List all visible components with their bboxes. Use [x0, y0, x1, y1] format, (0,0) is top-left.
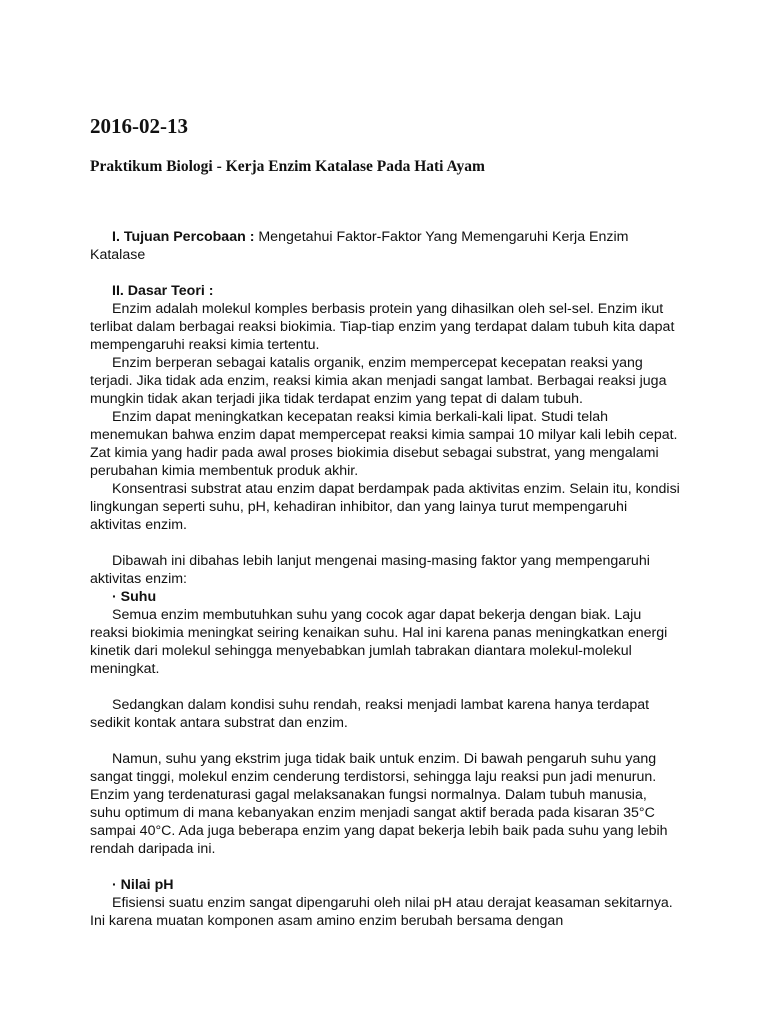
document-body — [90, 228, 680, 930]
document-date: 2016-02-13 — [90, 114, 188, 138]
spacer — [90, 264, 680, 282]
dasar-teori-paragraph: Enzim adalah molekul komples berbasis protein yang dihasilkan oleh sel-sel. Enzim ikut terlibat dalam berbagai reaksi biokimia. Tiap-tiap enzim yang terdapat dalam tubuh kita dapat mempengaruhi reaksi kimia tertentu. — [90, 301, 675, 353]
suhu-heading: · Suhu — [112, 589, 157, 605]
ph-heading: · Nilai pH — [112, 877, 174, 893]
factors-intro: Dibawah ini dibahas lebih lanjut mengenai masing-masing faktor yang mempengaruhi aktivitas enzim: — [90, 553, 650, 587]
dasar-teori-paragraph: Konsentrasi substrat atau enzim dapat berdampak pada aktivitas enzim. Selain itu, kondisi lingkungan seperti suhu, pH, kehadiran inhibitor, dan yang lainya turut mempengaruhi aktivitas enzim. — [90, 481, 680, 533]
section-tujuan-text: Mengetahui Faktor-Faktor Yang Memengaruhi Kerja Enzim Katalase — [90, 229, 629, 263]
document-title: Praktikum Biologi - Kerja Enzim Katalase Pada Hati Ayam — [90, 158, 485, 175]
spacer — [90, 534, 680, 552]
dasar-teori-paragraph: Enzim dapat meningkatkan kecepatan reaksi kimia berkali-kali lipat. Studi telah menemukan bahwa enzim dapat mempercepat reaksi kimia sampai 10 milyar kali lebih cepat. Zat kimia yang hadir pada awal proses biokimia disebut sebagai substrat, yang mengalami perubahan kimia membentuk produk akhir. — [90, 409, 678, 479]
spacer — [90, 678, 680, 696]
spacer — [90, 858, 680, 876]
spacer — [90, 732, 680, 750]
section-dasar-teori-heading: II. Dasar Teori : — [112, 283, 214, 299]
section-tujuan-label: I. Tujuan Percobaan : — [112, 229, 255, 245]
dasar-teori-paragraph: Enzim berperan sebagai katalis organik, enzim mempercepat kecepatan reaksi yang terjadi. Jika tidak ada enzim, reaksi kimia akan menjadi sangat lambat. Berbagai reaksi juga mungkin tidak akan terjadi jika tidak terdapat enzim yang tepat di dalam tubuh. — [90, 355, 667, 407]
section-tujuan — [90, 228, 680, 264]
suhu-paragraph: Sedangkan dalam kondisi suhu rendah, reaksi menjadi lambat karena hanya terdapat sedikit kontak antara substrat dan enzim. — [90, 697, 650, 731]
suhu-paragraph: Semua enzim membutuhkan suhu yang cocok agar dapat bekerja dengan biak. Laju reaksi biokimia meningkat seiring kenaikan suhu. Hal ini karena panas meningkatkan energi kinetik dari molekul sehingga menyebabkan jumlah tabrakan diantara molekul-molekul meningkat. — [90, 607, 668, 677]
suhu-paragraph: Namun, suhu yang ekstrim juga tidak baik untuk enzim. Di bawah pengaruh suhu yang sangat tinggi, molekul enzim cenderung terdistorsi, sehingga laju reaksi pun jadi menurun. Enzim yang terdenaturasi gagal melaksanakan fungsi normalnya. Dalam tubuh manusia, suhu optimum di mana kebanyakan enzim menjadi sangat aktif berada pada kisaran 35°C sampai 40°C. Ada juga beberapa enzim yang dapat bekerja lebih baik pada suhu yang lebih rendah daripada ini. — [90, 751, 668, 857]
ph-paragraph: Efisiensi suatu enzim sangat dipengaruhi oleh nilai pH atau derajat keasaman sekitarnya. Ini karena muatan komponen asam amino enzim berubah bersama dengan — [90, 895, 673, 929]
